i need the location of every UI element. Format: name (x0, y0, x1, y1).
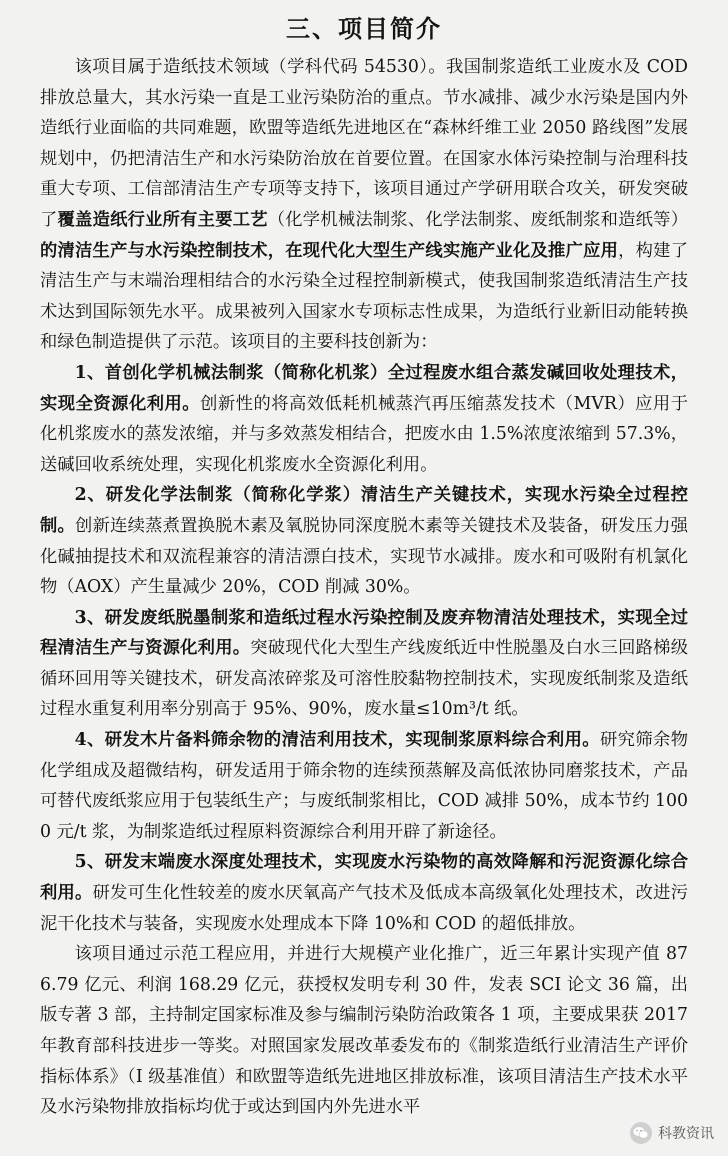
innovation-5 (40, 847, 688, 939)
innovation-5-body: 研发可生化性较差的废水厌氧高产气技术及低成本高级氧化处理技术，改进污泥干化技术与装备，实现废水处理成本下降 10%和 COD 的超低排放。 (40, 883, 688, 934)
innovation-5-heading: 5、研发末端废水深度处理技术，实现废水污染物的高效降解和污泥资源化综合利用。 (40, 852, 688, 904)
intro-bold-2: 的清洁生产与水污染控制技术，在现代化大型生产线实施产业化及推广应用 (40, 240, 619, 261)
innovation-1-body: 创新性的将高效低耗机械蒸汽再压缩蒸发技术（MVR）应用于化机浆废水的蒸发浓缩，并与多效蒸发相结合，把废水由 1.5%浓度浓缩到 57.3%，送碱回收系统处理，实现化机浆废水全资源化利用。 (40, 393, 688, 475)
section-title: 三、项目简介 (286, 15, 442, 43)
source-badge-label: 科教资讯 (658, 1126, 714, 1142)
intro-text: 该项目属于造纸技术领域（学科代码 54530）。我国制浆造纸工业废水及 COD 排放总量大，其水污染一直是工业污染防治的重点。节水减排、减少水污染是国内外造纸行业面临的共同难题，欧盟等造纸先进地区在“森林纤维工业 2050 路线图”发展规划中，仍把清洁生产和水污染防治放在首要位置。在国家水体污染控制与治理科技重大专项、工信部清洁生产专项等支持下，该项目通过产学研用联合攻关，研发突破了 (40, 57, 688, 230)
source-badge (630, 1122, 714, 1144)
intro-bold-1: 覆盖造纸行业所有主要工艺 (57, 209, 268, 230)
innovation-3-body: 突破现代化大型生产线废纸近中性脱墨及白水三回路梯级循环回用等关键技术，研发高浓碎浆及可溶性胶黏物控制技术，实现废纸制浆及造纸过程水重复利用率分别高于 95%、90%，废水量≤10m³/t 纸。 (40, 638, 688, 720)
intro-mid-1: （化学机械法制浆、化学法制浆、废纸制浆和造纸等） (267, 209, 688, 230)
innovation-4 (40, 725, 688, 847)
innovation-4-heading: 4、研发木片备料筛余物的清洁利用技术，实现制浆原料综合利用。 (74, 730, 600, 751)
intro-tail: ，构建了清洁生产与末端治理相结合的水污染全过程控制新模式，使我国制浆造纸清洁生产技术达到国际领先水平。成果被列入国家水专项标志性成果，为造纸行业新旧动能转换和绿色制造提供了示范。该项目的主要科技创新为： (40, 240, 688, 353)
intro-paragraph (40, 52, 688, 358)
innovation-2 (40, 480, 688, 602)
innovation-3 (40, 603, 688, 725)
innovation-2-body: 创新连续蒸煮置换脱木素及氧脱协同深度脱木素等关键技术及装备，研发压力强化碱抽提技术和双流程兼容的清洁漂白技术，实现节水减排。废水和可吸附有机氯化物（AOX）产生量减少 20%，COD 削减 30%。 (40, 515, 688, 598)
innovation-1 (40, 358, 688, 480)
innovation-2-heading: 2、研发化学法制浆（简称化学浆）清洁生产关键技术，实现水污染全过程控制。 (40, 485, 688, 536)
closing-paragraph: 该项目通过示范工程应用，并进行大规模产业化推广，近三年累计实现产值 876.79 亿元、利润 168.29 亿元，获授权发明专利 30 件，发表 SCI 论文 36 篇，出版专著 3 部，主持制定国家标准及参与编制污染防治政策各 1 项，主要成果获 2017 年教育部科技进步一等奖。对照国家发展改革委发布的《制浆造纸行业清洁生产评价指标体系》（I 级基准值）和欧盟等造纸先进地区排放标准，该项目清洁生产技术水平及水污染物排放指标均优于或达到国内外先进水平 (40, 944, 688, 1118)
innovation-3-heading: 3、研发废纸脱墨制浆和造纸过程水污染控制及废弃物清洁处理技术，实现全过程清洁生产与资源化利用。 (40, 607, 688, 659)
wechat-icon (630, 1122, 652, 1144)
innovation-1-heading: 1、首创化学机械法制浆（简称化机浆）全过程废水组合蒸发碱回收处理技术，实现全资源化利用。 (40, 362, 688, 414)
innovation-4-body: 研究筛余物化学组成及超微结构，研发适用于筛余物的连续预蒸解及高低浓协同磨浆技术，产品可替代废纸浆应用于包装纸生产；与废纸制浆相比，COD 减排 50%，成本节约 1000 元/t 浆，为制浆造纸过程原料资源综合利用开辟了新途径。 (40, 730, 688, 842)
